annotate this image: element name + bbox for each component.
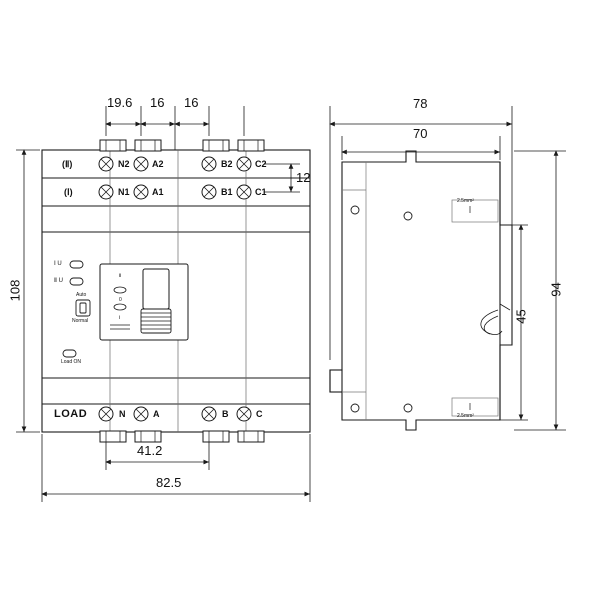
dim-pitch-3: 16 (184, 95, 199, 110)
dim-pitch-1: 19.6 (107, 95, 133, 110)
terminal-b2: B2 (221, 159, 233, 169)
indicator-1-label: Ⅰ U (54, 261, 62, 267)
indicator-3-label: Load ON (61, 359, 82, 365)
terminal-a2: A2 (152, 159, 164, 169)
switch-position-1-label: Ⅰ (119, 315, 121, 321)
terminal-row-1-label: (Ⅰ) (64, 187, 73, 197)
dim-terminal-row-height: 12 (296, 170, 311, 185)
terminal-load-c: C (256, 409, 263, 419)
terminal-n1: N1 (118, 187, 130, 197)
dim-side-overall-height: 94 (548, 282, 564, 297)
terminal-load-label: LOAD (54, 408, 88, 420)
dim-pitch-2: 16 (150, 95, 165, 110)
dim-overall-height: 108 (7, 279, 23, 302)
side-callout-upper: 2.5mm² (457, 198, 474, 204)
dim-side-body-depth: 70 (413, 126, 428, 141)
terminal-b1: B1 (221, 187, 233, 197)
terminal-row-2-label: (Ⅱ) (62, 159, 73, 169)
terminal-c2: C2 (255, 159, 267, 169)
switch-position-2-label: Ⅱ (119, 273, 122, 279)
terminal-load-b: B (222, 409, 229, 419)
terminal-a1: A1 (152, 187, 164, 197)
side-callout-lower: 2.5mm² (457, 413, 474, 419)
dim-rail-height: 45 (513, 309, 529, 324)
indicator-2-label: Ⅱ U (54, 278, 63, 284)
selector-normal-label: Normal (72, 318, 89, 324)
terminal-load-n: N (119, 409, 126, 419)
terminal-load-a: A (153, 409, 160, 419)
dim-side-overall-depth: 78 (413, 96, 428, 111)
dim-lower-span: 41.2 (137, 443, 163, 458)
dim-overall-width: 82.5 (156, 475, 182, 490)
selector-auto-label: Auto (76, 292, 87, 298)
terminal-c1: C1 (255, 187, 267, 197)
switch-position-0-label: 0 (119, 297, 122, 303)
terminal-n2: N2 (118, 159, 130, 169)
